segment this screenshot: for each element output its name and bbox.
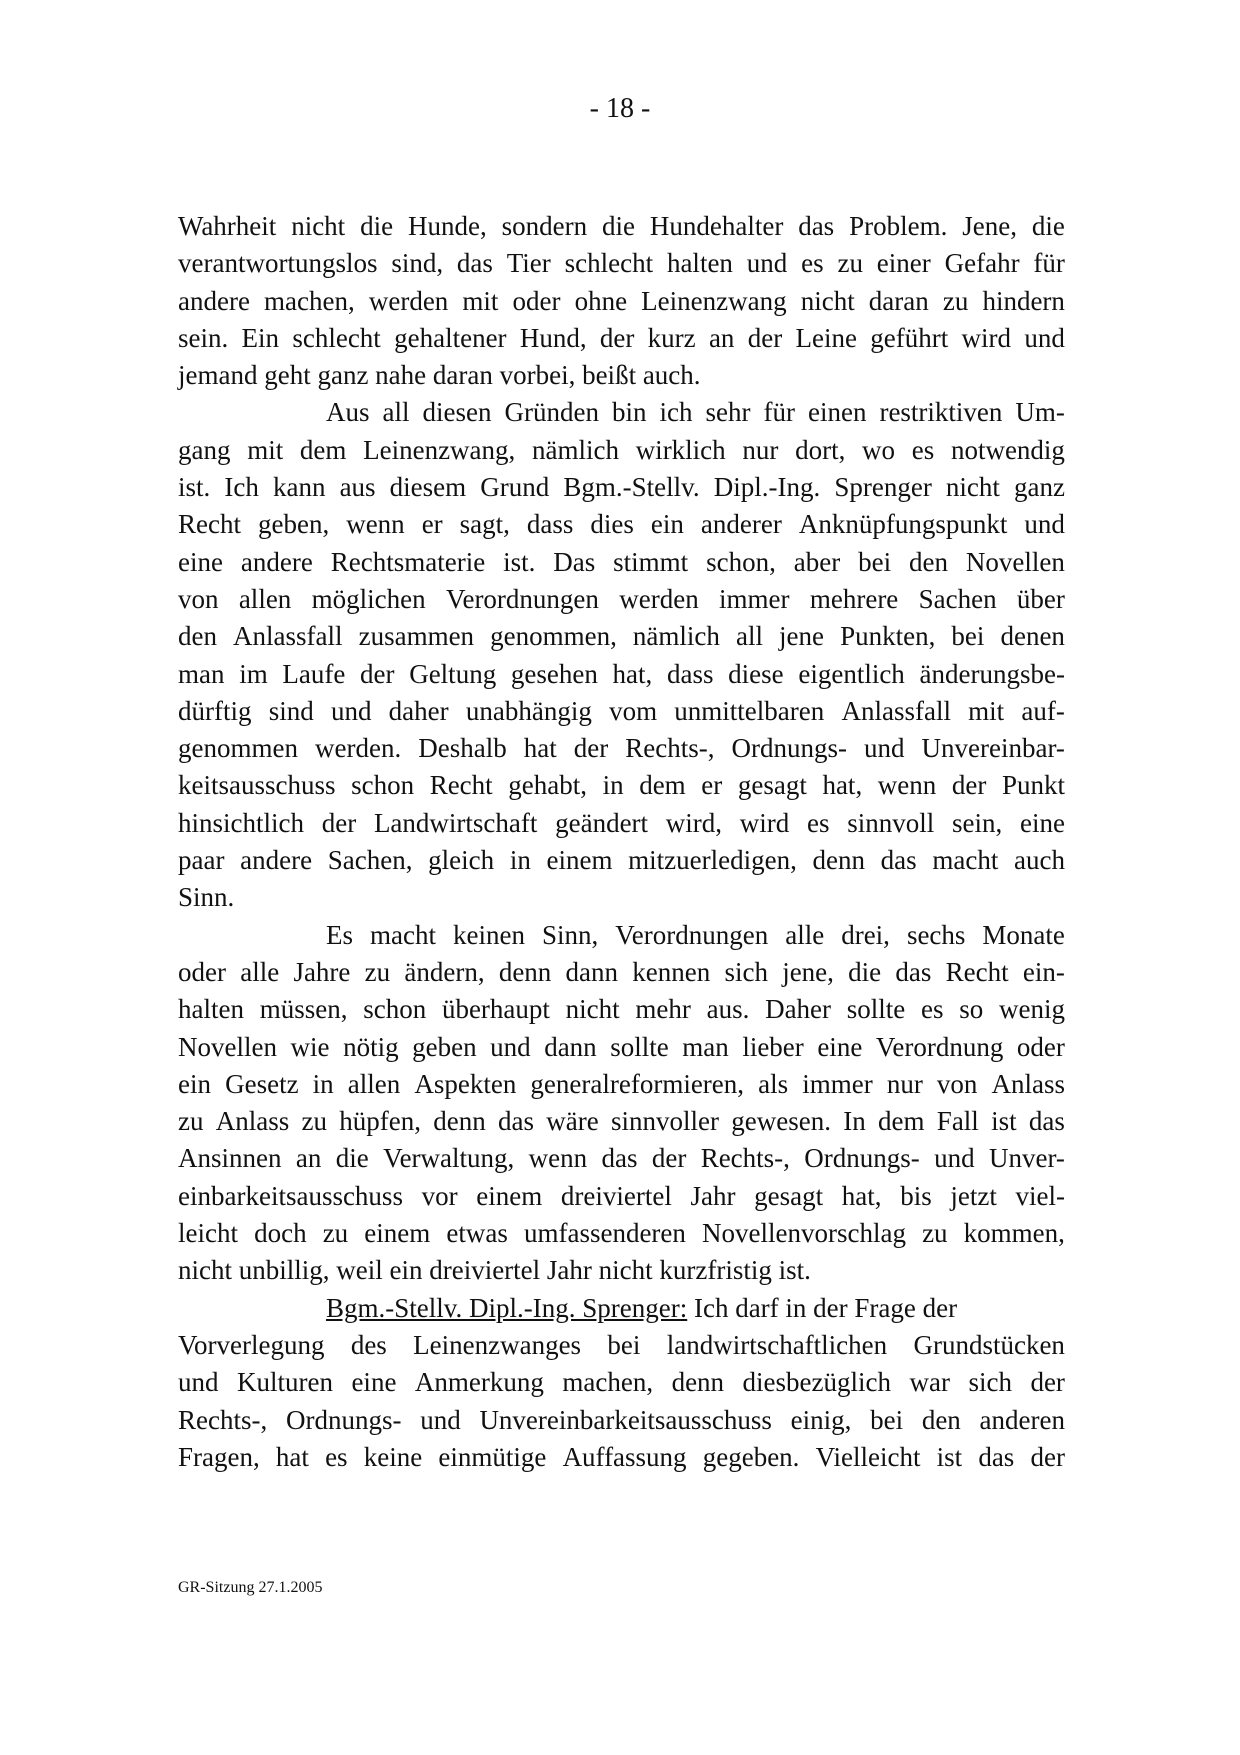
text-line: zu Anlass zu hüpfen, denn das wäre sinnvoller gewesen. In dem Fall ist das bbox=[178, 1106, 1065, 1137]
paragraph bbox=[178, 394, 1065, 916]
text-line: einbarkeitsausschuss vor einem dreiviertel Jahr gesagt hat, bis jetzt viel- bbox=[178, 1180, 1065, 1211]
text-line: Recht geben, wenn er sagt, dass dies ein anderer Anknüpfungspunkt und bbox=[178, 509, 1065, 540]
paragraph bbox=[178, 208, 1065, 394]
text-line: genommen werden. Deshalb hat der Rechts-, Ordnungs- und Unvereinbar- bbox=[178, 733, 1065, 764]
text-line: verantwortungslos sind, das Tier schlecht halten und es zu einer Gefahr für bbox=[178, 248, 1065, 279]
text-line: nicht unbillig, weil ein dreiviertel Jahr nicht kurzfristig ist. bbox=[178, 1255, 811, 1286]
text-line: man im Laufe der Geltung gesehen hat, dass diese eigentlich änderungsbe- bbox=[178, 658, 1065, 689]
text-line: hinsichtlich der Landwirtschaft geändert wird, wird es sinnvoll sein, eine bbox=[178, 807, 1065, 838]
text-line: den Anlassfall zusammen genommen, nämlich all jene Punkten, bei denen bbox=[178, 621, 1065, 652]
text-line: von allen möglichen Verordnungen werden immer mehrere Sachen über bbox=[178, 583, 1065, 614]
text-line: Fragen, hat es keine einmütige Auffassung gegeben. Vielleicht ist das der bbox=[178, 1441, 1065, 1472]
paragraph bbox=[178, 1290, 1065, 1476]
speaker-line bbox=[178, 1290, 1065, 1327]
text-line: leicht doch zu einem etwas umfassenderen Novellenvorschlag zu kommen, bbox=[178, 1218, 1065, 1249]
text-line: dürftig sind und daher unabhängig vom unmittelbaren Anlassfall mit auf- bbox=[178, 695, 1065, 726]
paragraph bbox=[178, 917, 1065, 1290]
text-line: sein. Ein schlecht gehaltener Hund, der kurz an der Leine geführt wird und bbox=[178, 322, 1065, 353]
speaker-name: Bgm.-Stellv. Dipl.-Ing. Sprenger: bbox=[326, 1292, 688, 1323]
page-footer: GR-Sitzung 27.1.2005 bbox=[178, 1579, 323, 1596]
text-line: Novellen wie nötig geben und dann sollte man lieber eine Verordnung oder bbox=[178, 1031, 1065, 1062]
text-line: Vorverlegung des Leinenzwanges bei landwirtschaftlichen Grundstücken bbox=[178, 1329, 1065, 1360]
text-line: andere machen, werden mit oder ohne Leinenzwang nicht daran zu hindern bbox=[178, 285, 1065, 316]
text-line: keitsausschuss schon Recht gehabt, in dem er gesagt hat, wenn der Punkt bbox=[178, 770, 1065, 801]
text-line: Wahrheit nicht die Hunde, sondern die Hundehalter das Problem. Jene, die bbox=[178, 211, 1065, 241]
text-line: halten müssen, schon überhaupt nicht mehr aus. Daher sollte es so wenig bbox=[178, 994, 1065, 1025]
text-line: ein Gesetz in allen Aspekten generalreformieren, als immer nur von Anlass bbox=[178, 1068, 1065, 1099]
text-line: Sinn. bbox=[178, 882, 235, 913]
page-number: - 18 - bbox=[589, 93, 651, 124]
text-line: oder alle Jahre zu ändern, denn dann kennen sich jene, die das Recht ein- bbox=[178, 956, 1065, 987]
text-line: Aus all diesen Gründen bin ich sehr für einen restriktiven Um- bbox=[326, 397, 1065, 428]
text-line: Ansinnen an die Verwaltung, wenn das der Rechts-, Ordnungs- und Unver- bbox=[178, 1143, 1065, 1174]
text-line: jemand geht ganz nahe daran vorbei, beißt auch. bbox=[178, 360, 701, 391]
speaker-line-text: Ich darf in der Frage der bbox=[687, 1292, 958, 1323]
text-line: eine andere Rechtsmaterie ist. Das stimmt schon, aber bei den Novellen bbox=[178, 546, 1065, 577]
text-line: paar andere Sachen, gleich in einem mitzuerledigen, denn das macht auch bbox=[178, 845, 1065, 876]
text-line: gang mit dem Leinenzwang, nämlich wirklich nur dort, wo es notwendig bbox=[178, 434, 1065, 465]
text-line: und Kulturen eine Anmerkung machen, denn diesbezüglich war sich der bbox=[178, 1367, 1065, 1398]
text-line: Es macht keinen Sinn, Verordnungen alle drei, sechs Monate bbox=[326, 919, 1065, 950]
text-line: ist. Ich kann aus diesem Grund Bgm.-Stellv. Dipl.-Ing. Sprenger nicht ganz bbox=[178, 472, 1065, 503]
document-body bbox=[178, 208, 1065, 1476]
text-line: Rechts-, Ordnungs- und Unvereinbarkeitsausschuss einig, bei den anderen bbox=[178, 1404, 1065, 1435]
